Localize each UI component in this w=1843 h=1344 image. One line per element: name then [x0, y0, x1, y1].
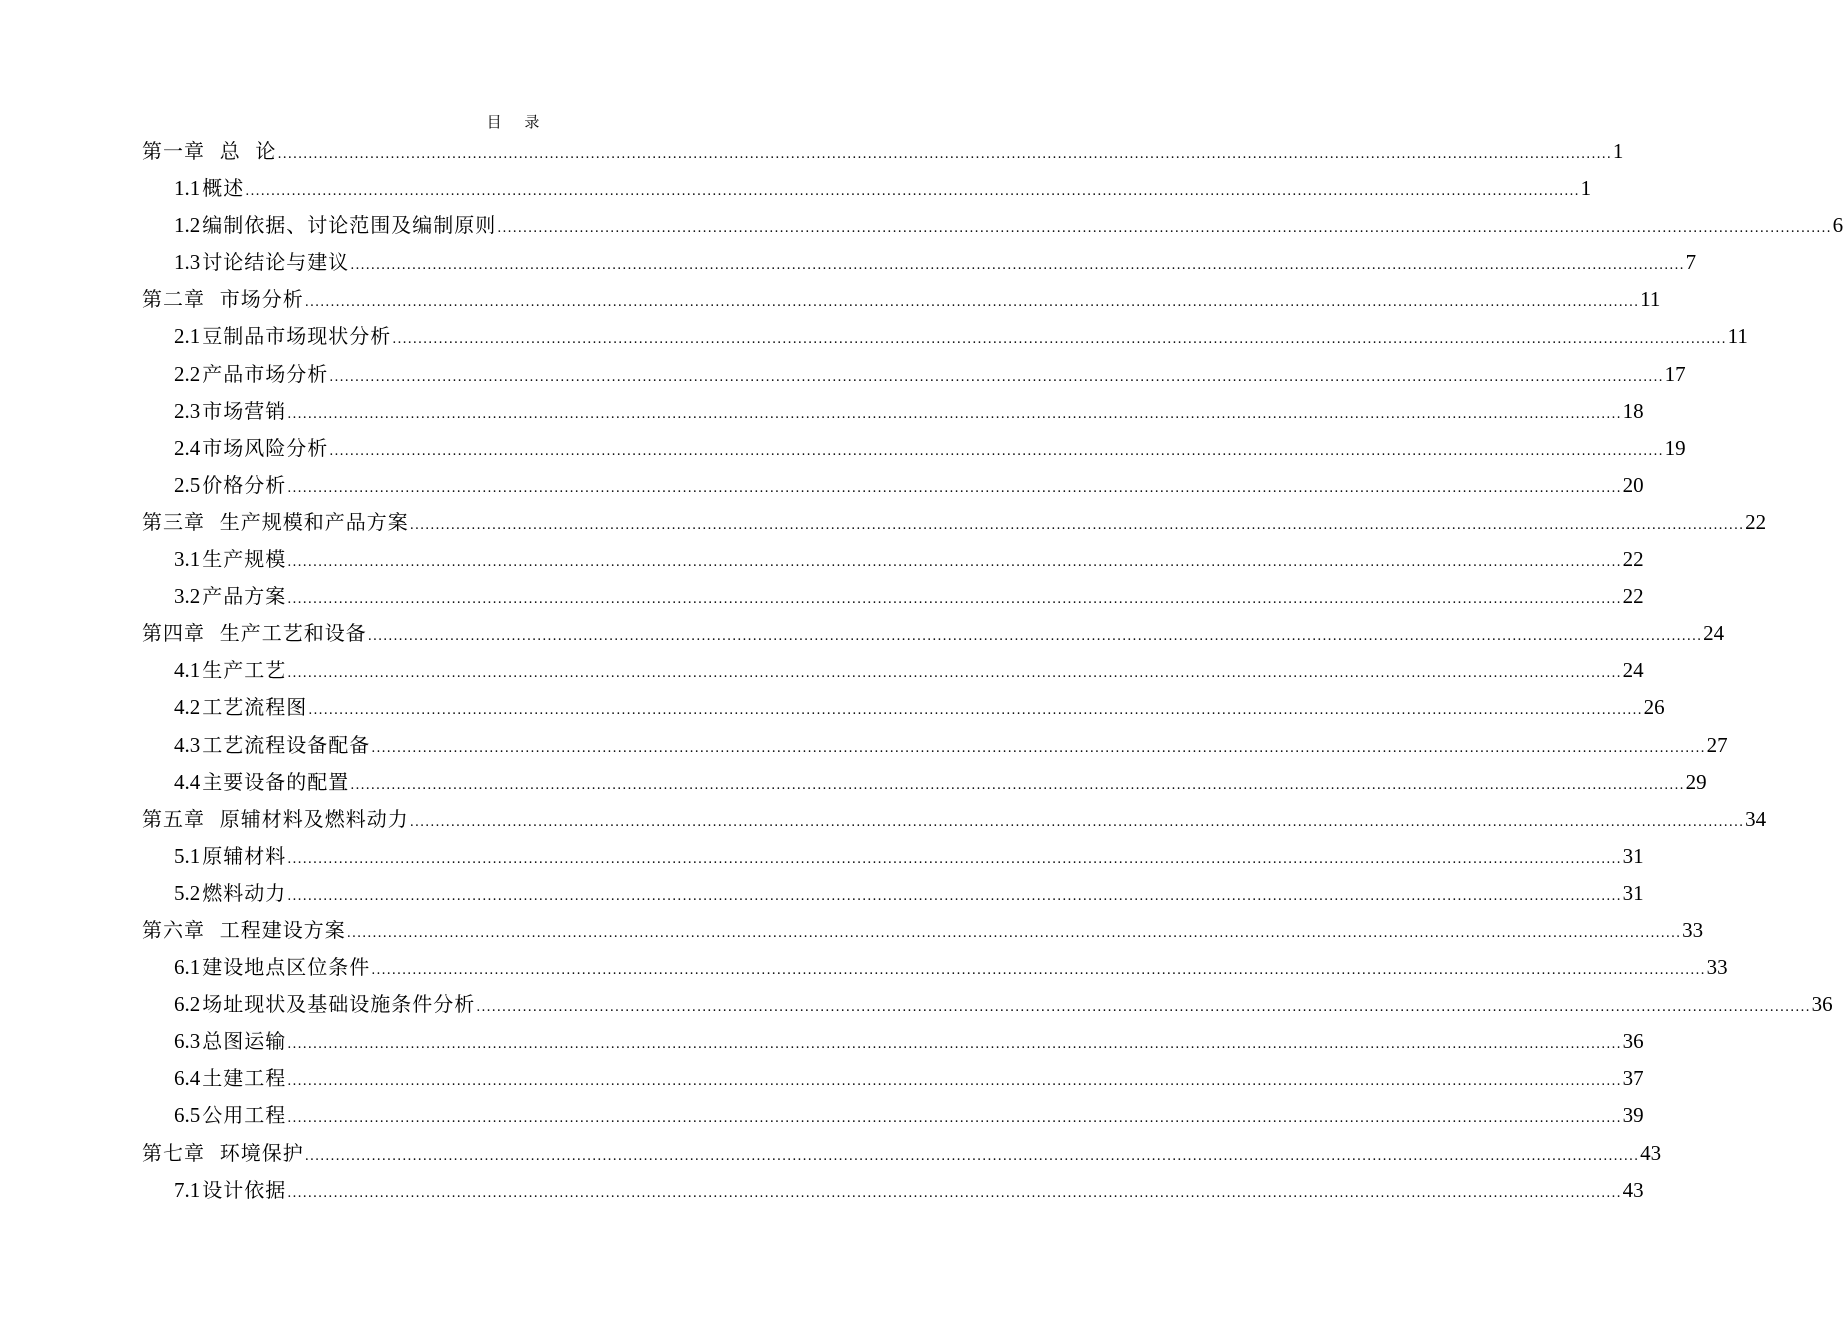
toc-section-number: 6.3 [174, 1029, 201, 1054]
toc-entry-label [174, 541, 286, 578]
toc-entry-label [174, 1172, 286, 1209]
toc-section-number: 4.1 [174, 658, 201, 683]
toc-section-entry[interactable] [142, 838, 1644, 875]
toc-section-number: 2.3 [174, 398, 201, 423]
toc-chapter-entry[interactable] [142, 615, 1725, 652]
toc-entry-text: 燃料动力 [202, 880, 287, 905]
toc-section-number: 3.1 [174, 547, 201, 572]
toc-page-number: 7 [1685, 250, 1697, 275]
toc-entry-label [174, 838, 286, 875]
toc-dot-leader: .................................................................................................................................................................................................................................................................... [287, 888, 1622, 904]
toc-dot-leader: .................................................................................................................................................................................................................................................................... [476, 1000, 1811, 1016]
toc-page-number: 33 [1706, 955, 1728, 980]
toc-entry-text: 第一章 总 论 [142, 139, 277, 163]
toc-section-entry[interactable] [142, 356, 1686, 393]
toc-dot-leader: .................................................................................................................................................................................................................................................................... [277, 147, 1612, 162]
toc-dot-leader: .................................................................................................................................................................................................................................................................... [287, 1074, 1622, 1090]
toc-section-entry[interactable] [142, 689, 1665, 726]
toc-entry-label [174, 207, 496, 244]
toc-entry-text: 市场营销 [202, 398, 287, 423]
toc-entry-text: 公用工程 [202, 1103, 287, 1128]
toc-page-number: 43 [1640, 1140, 1662, 1165]
toc-page-number: 31 [1622, 843, 1644, 868]
toc-section-entry[interactable] [142, 1060, 1644, 1097]
toc-entry-label [174, 875, 286, 912]
toc-section-entry[interactable] [142, 1023, 1644, 1060]
toc-dot-leader: .................................................................................................................................................................................................................................................................... [329, 443, 1664, 459]
toc-entry-text: 原辅材料 [202, 843, 287, 868]
toc-section-number: 6.2 [174, 992, 201, 1017]
toc-page-number: 1 [1580, 176, 1592, 201]
toc-section-number: 1.1 [174, 176, 201, 201]
toc-section-number: 2.2 [174, 361, 201, 386]
toc-chapter-entry[interactable] [142, 133, 1624, 170]
toc-section-number: 4.4 [174, 769, 201, 794]
toc-section-entry[interactable] [142, 393, 1644, 430]
toc-dot-leader: .................................................................................................................................................................................................................................................................... [287, 1111, 1622, 1127]
toc-page-number: 37 [1622, 1066, 1644, 1091]
toc-section-entry[interactable] [142, 318, 1748, 355]
toc-entry-text: 设计依据 [202, 1177, 287, 1202]
toc-entry-label [174, 652, 286, 689]
toc-entry-label [174, 393, 286, 430]
toc-entry-label [142, 133, 276, 170]
toc-section-entry[interactable] [142, 467, 1644, 504]
toc-section-entry[interactable] [142, 170, 1592, 207]
toc-entry-text: 豆制品市场现状分析 [202, 324, 392, 349]
toc-dot-leader: .................................................................................................................................................................................................................................................................... [371, 963, 1706, 979]
toc-section-entry[interactable] [142, 1172, 1644, 1209]
toc-section-number: 2.1 [174, 324, 201, 349]
toc-entry-text: 第七章 环境保护 [142, 1140, 304, 1165]
toc-dot-leader: .................................................................................................................................................................................................................................................................... [287, 592, 1622, 608]
toc-section-number: 6.1 [174, 955, 201, 980]
toc-page-number: 24 [1703, 621, 1725, 646]
toc-entry-label [174, 1023, 286, 1060]
toc-section-number: 3.2 [174, 584, 201, 609]
toc-entry-text: 土建工程 [202, 1066, 287, 1091]
toc-section-entry[interactable] [142, 727, 1728, 764]
toc-dot-leader: .................................................................................................................................................................................................................................................................... [371, 740, 1706, 756]
toc-section-entry[interactable] [142, 764, 1707, 801]
toc-dot-leader: .................................................................................................................................................................................................................................................................... [308, 703, 1643, 719]
toc-entry-text: 第二章 市场分析 [142, 287, 304, 312]
toc-entry-text: 建设地点区位条件 [202, 955, 371, 980]
toc-dot-leader: .................................................................................................................................................................................................................................................................... [287, 1037, 1622, 1053]
toc-page-number: 26 [1643, 695, 1665, 720]
toc-entry-text: 第六章 工程建设方案 [142, 917, 346, 942]
toc-page-number: 24 [1622, 658, 1644, 683]
toc-page-number: 36 [1811, 992, 1833, 1017]
toc-dot-leader: .................................................................................................................................................................................................................................................................... [287, 666, 1622, 682]
toc-dot-leader: .................................................................................................................................................................................................................................................................... [245, 184, 1580, 200]
toc-entry-label [174, 764, 349, 801]
toc-dot-leader: .................................................................................................................................................................................................................................................................... [287, 851, 1622, 867]
toc-entry-text: 工艺流程图 [202, 695, 308, 720]
toc-entry-label [174, 727, 370, 764]
toc-section-number: 2.4 [174, 435, 201, 460]
toc-page-number: 36 [1622, 1029, 1644, 1054]
toc-page-number: 19 [1664, 435, 1686, 460]
toc-chapter-entry[interactable] [142, 504, 1767, 541]
toc-section-entry[interactable] [142, 949, 1728, 986]
toc-chapter-entry[interactable] [142, 1135, 1662, 1172]
toc-dot-leader: .................................................................................................................................................................................................................................................................... [346, 925, 1682, 941]
toc-section-entry[interactable] [142, 986, 1833, 1023]
toc-entry-label [174, 986, 475, 1023]
toc-entry-label [174, 578, 286, 615]
toc-dot-leader: .................................................................................................................................................................................................................................................................... [350, 777, 1685, 793]
toc-dot-leader: .................................................................................................................................................................................................................................................................... [367, 629, 1703, 645]
toc-entry-label [142, 801, 409, 838]
toc-entry-text: 场址现状及基础设施条件分析 [202, 992, 476, 1017]
toc-page-number: 1 [1612, 139, 1624, 163]
toc-entry-label [174, 170, 244, 207]
toc-section-entry[interactable] [142, 875, 1644, 912]
toc-entry-label [174, 1060, 286, 1097]
toc-page-number: 22 [1745, 509, 1767, 534]
toc-chapter-entry[interactable] [142, 801, 1767, 838]
toc-page-number: 22 [1622, 547, 1644, 572]
toc-section-number: 4.3 [174, 732, 201, 757]
toc-section-entry[interactable] [142, 1097, 1644, 1134]
toc-page-number: 31 [1622, 880, 1644, 905]
toc-dot-leader: .................................................................................................................................................................................................................................................................... [409, 814, 1745, 830]
toc-dot-leader: .................................................................................................................................................................................................................................................................... [287, 480, 1622, 496]
toc-page-number: 11 [1640, 287, 1661, 312]
toc-entry-text: 讨论结论与建议 [202, 250, 350, 275]
toc-chapter-entry[interactable] [142, 281, 1661, 318]
toc-title: 目 录 [486, 113, 540, 131]
toc-dot-leader: .................................................................................................................................................................................................................................................................... [287, 1185, 1622, 1201]
toc-page-number: 22 [1622, 584, 1644, 609]
toc-entry-label [174, 1097, 286, 1134]
toc-page-number: 29 [1685, 769, 1707, 794]
toc-section-entry[interactable] [142, 244, 1697, 281]
toc-entry-text: 第五章 原辅材料及燃料动力 [142, 806, 409, 831]
toc-entry-label [142, 912, 346, 949]
table-of-contents [142, 133, 1843, 1209]
toc-dot-leader: .................................................................................................................................................................................................................................................................... [304, 295, 1640, 311]
toc-section-number: 6.4 [174, 1066, 201, 1091]
toc-page-number: 34 [1745, 806, 1767, 831]
toc-page-number: 27 [1706, 732, 1728, 757]
toc-section-entry[interactable] [142, 430, 1686, 467]
toc-entry-text: 第三章 生产规模和产品方案 [142, 509, 409, 534]
toc-page-number: 18 [1622, 398, 1644, 423]
toc-dot-leader: .................................................................................................................................................................................................................................................................... [287, 406, 1622, 422]
toc-entry-label [142, 1135, 304, 1172]
toc-dot-leader: .................................................................................................................................................................................................................................................................... [329, 369, 1664, 385]
toc-entry-text: 编制依据、讨论范围及编制原则 [202, 213, 497, 238]
toc-entry-text: 总图运输 [202, 1029, 287, 1054]
toc-page-number: 39 [1622, 1103, 1644, 1128]
toc-page-number: 20 [1622, 472, 1644, 497]
toc-section-number: 2.5 [174, 472, 201, 497]
toc-dot-leader: .................................................................................................................................................................................................................................................................... [392, 332, 1727, 348]
toc-chapter-entry[interactable] [142, 912, 1704, 949]
toc-section-number: 4.2 [174, 695, 201, 720]
toc-entry-label [174, 430, 328, 467]
toc-dot-leader: .................................................................................................................................................................................................................................................................... [350, 258, 1685, 274]
toc-entry-label [174, 244, 349, 281]
toc-dot-leader: .................................................................................................................................................................................................................................................................... [287, 555, 1622, 571]
toc-section-number: 1.2 [174, 213, 201, 238]
toc-entry-text: 生产工艺 [202, 658, 287, 683]
toc-section-number: 1.3 [174, 250, 201, 275]
toc-page-number: 43 [1622, 1177, 1644, 1202]
toc-page-number: 11 [1727, 324, 1748, 349]
toc-entry-text: 产品方案 [202, 584, 287, 609]
toc-entry-label [174, 356, 328, 393]
toc-entry-text: 第四章 生产工艺和设备 [142, 621, 367, 646]
toc-entry-label [174, 318, 391, 355]
toc-section-entry[interactable] [142, 207, 1843, 244]
toc-entry-label [174, 467, 286, 504]
toc-entry-label [142, 615, 367, 652]
toc-entry-text: 生产规模 [202, 547, 287, 572]
toc-entry-text: 概述 [202, 176, 245, 201]
toc-entry-text: 市场风险分析 [202, 435, 329, 460]
toc-page-number: 17 [1664, 361, 1686, 386]
toc-section-number: 5.1 [174, 843, 201, 868]
toc-entry-text: 产品市场分析 [202, 361, 329, 386]
toc-entry-text: 价格分析 [202, 472, 287, 497]
toc-entry-text: 工艺流程设备配备 [202, 732, 371, 757]
toc-dot-leader: .................................................................................................................................................................................................................................................................... [409, 517, 1745, 533]
toc-section-entry[interactable] [142, 652, 1644, 689]
toc-dot-leader: .................................................................................................................................................................................................................................................................... [304, 1148, 1640, 1164]
toc-entry-label [174, 949, 370, 986]
toc-page-number: 6 [1832, 213, 1843, 238]
toc-entry-label [174, 689, 307, 726]
toc-entry-label [142, 504, 409, 541]
toc-dot-leader: .................................................................................................................................................................................................................................................................... [497, 221, 1832, 237]
toc-entry-label [142, 281, 304, 318]
toc-section-entry[interactable] [142, 578, 1644, 615]
toc-section-entry[interactable] [142, 541, 1644, 578]
toc-section-number: 7.1 [174, 1177, 201, 1202]
toc-entry-text: 主要设备的配置 [202, 769, 350, 794]
toc-page-number: 33 [1682, 917, 1704, 942]
toc-section-number: 6.5 [174, 1103, 201, 1128]
toc-section-number: 5.2 [174, 880, 201, 905]
